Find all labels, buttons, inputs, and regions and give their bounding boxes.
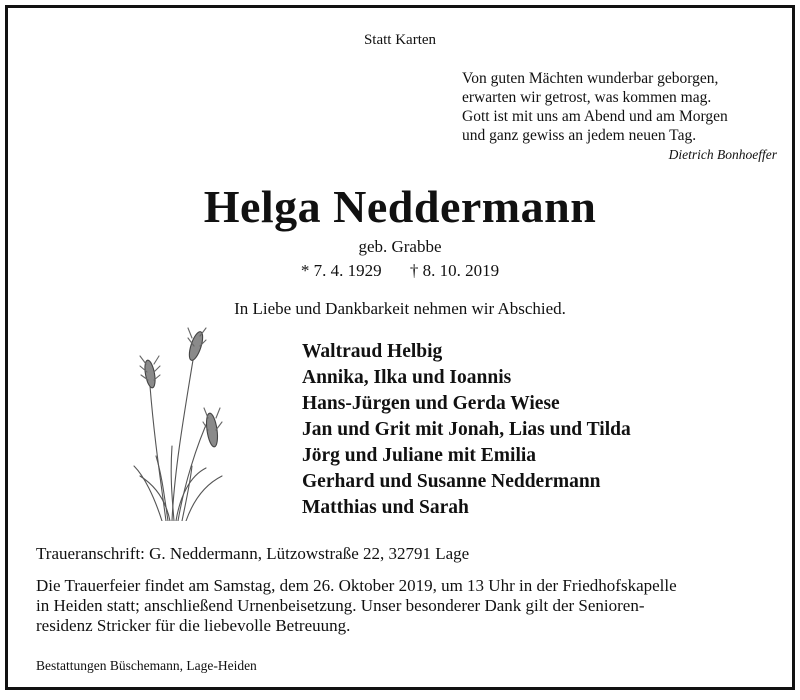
poem-line: Gott ist mit uns am Abend und am Morgen	[462, 108, 728, 125]
statt-karten-label: Statt Karten	[363, 32, 437, 48]
birth-name: geb. Grabbe	[358, 237, 442, 256]
life-dates	[8, 261, 792, 281]
ceremony-line: in Heiden statt; anschließend Urnenbeisetzung. Unser besonderer Dank gilt der Senioren-	[36, 596, 645, 615]
ceremony-paragraph	[36, 576, 776, 636]
undertaker-credit: Bestattungen Büschemann, Lage-Heiden	[36, 658, 257, 673]
death-date: † 8. 10. 2019	[409, 261, 500, 280]
mourner-entry: Gerhard und Susanne Neddermann	[302, 471, 601, 492]
mourning-address: Traueranschrift: G. Neddermann, Lützowstraße 22, 32791 Lage	[36, 544, 470, 563]
mourner-entry: Annika, Ilka und Ioannis	[302, 367, 512, 388]
ceremony-line: Die Trauerfeier findet am Samstag, dem 26. Oktober 2019, um 13 Uhr in der Friedhofskapelle	[36, 576, 677, 595]
poem-author: Dietrich Bonhoeffer	[668, 147, 777, 162]
birth-date: * 7. 4. 1929	[300, 261, 382, 280]
mourner-entry: Jörg und Juliane mit Emilia	[302, 445, 537, 466]
farewell-text: In Liebe und Dankbarkeit nehmen wir Abschied.	[234, 299, 566, 318]
mourner-entry: Jan und Grit mit Jonah, Lias und Tilda	[302, 419, 631, 440]
poem-line: Von guten Mächten wunderbar geborgen,	[462, 70, 719, 87]
obituary-notice	[5, 5, 795, 690]
poem-line: erwarten wir getrost, was kommen mag.	[462, 89, 712, 106]
wheat-stalks-icon	[126, 326, 236, 521]
mourner-entry: Hans-Jürgen und Gerda Wiese	[302, 393, 560, 414]
deceased-name: Helga Neddermann	[203, 181, 597, 232]
poem-line: und ganz gewiss an jedem neuen Tag.	[462, 127, 697, 144]
mourners-list	[302, 339, 631, 521]
mourner-entry: Waltraud Helbig	[302, 341, 443, 362]
bonhoeffer-poem	[462, 69, 777, 162]
mourner-entry: Matthias und Sarah	[302, 497, 469, 518]
ceremony-line: residenz Stricker für die liebevolle Betreuung.	[36, 616, 351, 635]
